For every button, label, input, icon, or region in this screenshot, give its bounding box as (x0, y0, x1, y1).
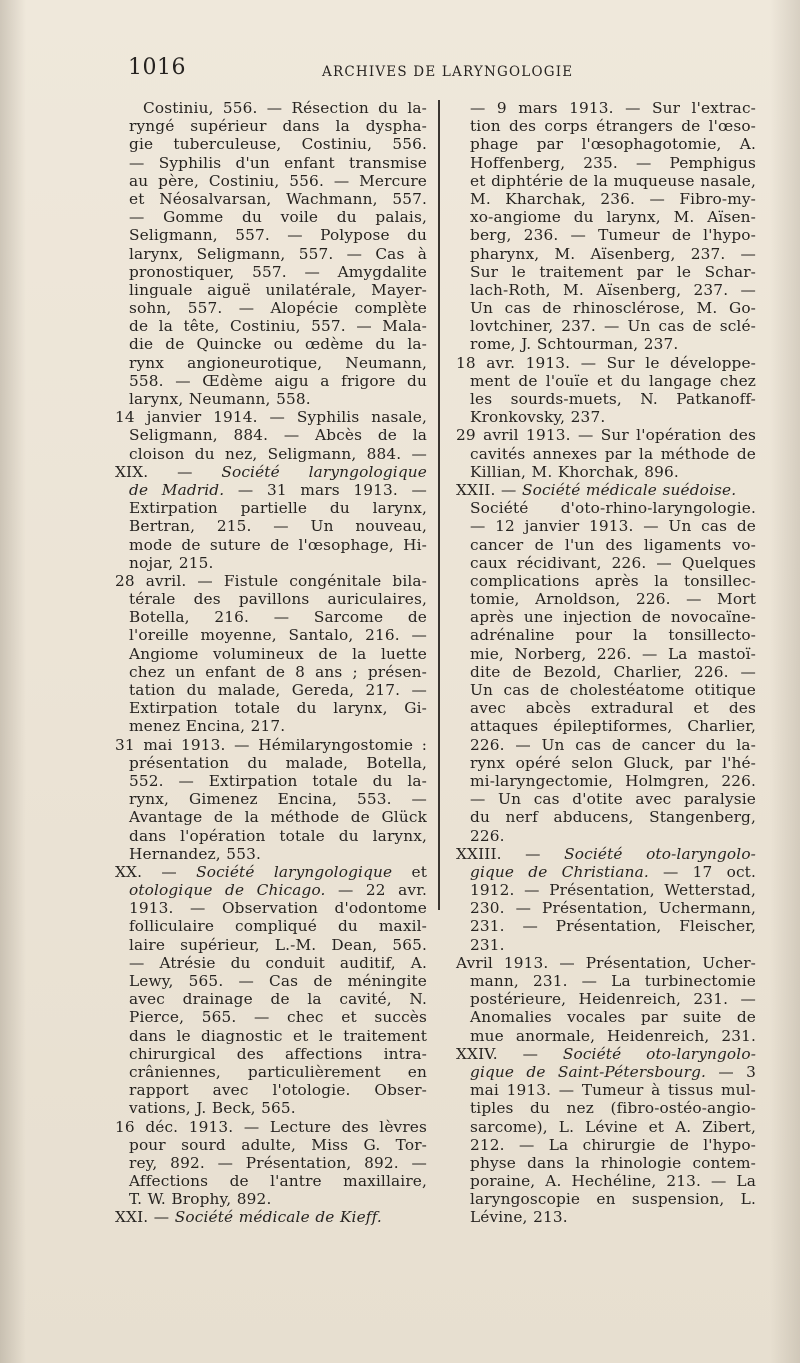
index-line: — Gomme du voile du palais, (129, 208, 427, 227)
index-line: adrénaline pour la tonsillecto- (470, 626, 756, 645)
index-line: cavités annexes par la méthode de (470, 444, 756, 463)
index-line: lach-Roth, M. Aïsenberg, 237. — (470, 280, 756, 299)
index-line: gique de Saint-Pétersbourg. — 3 (470, 1062, 756, 1081)
page-gutter-shadow (0, 0, 26, 1363)
index-line: l'oreille moyenne, Santalo, 216. — (129, 626, 427, 645)
index-line: die de Quincke ou œdème du la- (129, 335, 427, 354)
index-line: linguale aiguë unilatérale, Mayer- (129, 280, 427, 299)
index-line: rynx opéré selon Gluck, par l'hé- (470, 753, 756, 772)
index-line: et Néosalvarsan, Wachmann, 557. (129, 189, 427, 208)
index-line: Pierce, 565. — chec et succès (129, 1008, 427, 1027)
index-line: Costiniu, 556. — Résection du la- (143, 99, 427, 117)
index-line: Kronkovsky, 237. (470, 408, 606, 427)
index-line: postérieure, Heidenreich, 231. — (470, 990, 756, 1009)
index-line: pronostiquer, 557. — Amygdalite (129, 262, 427, 281)
index-line: les sourds-muets, N. Patkanoff- (470, 390, 756, 408)
index-line: Un cas de rhinosclérose, M. Go- (470, 299, 756, 318)
index-line: rynx, Gimenez Encina, 553. — (129, 790, 427, 809)
index-line: caux récidivant, 226. — Quelques (470, 553, 756, 572)
index-line: cancer de l'un des ligaments vo- (470, 535, 756, 554)
index-line: phage par l'œsophagotomie, A. (470, 135, 756, 154)
index-line: Hernandez, 553. (129, 844, 261, 863)
index-line: chez un enfant de 8 ans ; présen- (129, 662, 427, 681)
index-line: dans l'opération totale du larynx, (129, 826, 427, 845)
index-line: 1912. — Présentation, Wetterstad, (470, 881, 756, 900)
index-line: XXI. — Société médicale de Kieff. (115, 1208, 382, 1227)
index-line: 28 avril. — Fistule congénitale bila- (115, 571, 427, 590)
index-line: Extirpation partielle du larynx, (129, 499, 427, 518)
index-line: Hoffenberg, 235. — Pemphigus (470, 153, 756, 172)
running-head: ARCHIVES DE LARYNGOLOGIE (322, 64, 574, 80)
index-line: vations, J. Beck, 565. (129, 1099, 296, 1118)
index-line: gie tuberculeuse, Costiniu, 556. (129, 135, 427, 154)
index-line: Société d'oto-rhino-laryngologie. (470, 499, 756, 518)
index-line: dite de Bezold, Charlier, 226. — (470, 662, 756, 681)
index-line: XXII. — Société médicale suédoise. (456, 480, 737, 499)
index-line: Avantage de la méthode de Glück (129, 808, 427, 827)
index-line: Lévine, 213. (470, 1208, 568, 1227)
index-line: 16 déc. 1913. — Lecture des lèvres (115, 1117, 427, 1136)
index-line: XIX. — Société laryngologique (115, 462, 427, 481)
index-line: 230. — Présentation, Uchermann, (470, 899, 756, 918)
index-line: menez Encina, 217. (129, 717, 286, 736)
index-line: chirurgical des affections intra- (129, 1044, 427, 1063)
index-line: 231. — Présentation, Fleischer, (470, 917, 756, 936)
index-line: rey, 892. — Présentation, 892. — (129, 1153, 427, 1172)
index-line: poraine, A. Hechéline, 213. — La (470, 1172, 756, 1191)
index-line: rapport avec l'otologie. Obser- (129, 1081, 427, 1100)
index-line: 226. — Un cas de cancer du la- (470, 735, 756, 754)
index-line: pour sourd adulte, Miss G. Tor- (129, 1135, 427, 1154)
page-edge-shadow (770, 0, 800, 1363)
index-line: — 9 mars 1913. — Sur l'extrac- (470, 99, 756, 117)
index-line: mode de suture de l'œsophage, Hi- (129, 535, 427, 554)
index-line: mie, Norberg, 226. — La mastoï- (470, 644, 756, 663)
index-line: folliculaire compliqué du maxil- (129, 917, 427, 936)
index-line: Angiome volumineux de la luette (129, 644, 427, 663)
index-line: Anomalies vocales par suite de (470, 1008, 756, 1027)
index-line: XXIV. — Société oto-laryngolo- (456, 1044, 757, 1063)
index-line: 31 mai 1913. — Hémilaryngostomie : (115, 735, 427, 754)
index-line: complications après la tonsillec- (470, 571, 756, 590)
index-line: Avril 1913. — Présentation, Ucher- (456, 953, 756, 972)
index-line: tation du malade, Gereda, 217. — (129, 681, 427, 699)
index-line: M. Kharchak, 236. — Fibro-my- (470, 189, 756, 208)
index-line: crâniennes, particulièrement en (129, 1062, 427, 1081)
index-line: de la tête, Costiniu, 557. — Mala- (129, 317, 427, 336)
index-line: Seligmann, 557. — Polypose du (129, 226, 427, 245)
index-line: tomie, Arnoldson, 226. — Mort (470, 590, 756, 609)
index-line: — Atrésie du conduit auditif, A. (129, 953, 427, 972)
index-line: avec drainage de la cavité, N. (129, 990, 427, 1009)
index-line: — Un cas d'otite avec paralysie (470, 790, 756, 809)
column-divider (438, 100, 440, 910)
index-line: mue anormale, Heidenreich, 231. (470, 1026, 756, 1045)
index-line: gique de Christiana. — 17 oct. (470, 862, 756, 881)
index-line: xo-angiome du larynx, M. Aïsen- (470, 208, 756, 227)
index-line: Botella, 216. — Sarcome de (129, 608, 427, 627)
index-line: ryngé supérieur dans la dyspha- (129, 117, 427, 136)
index-line: — Syphilis d'un enfant transmise (129, 153, 427, 172)
index-line: 212. — La chirurgie de l'hypo- (470, 1135, 756, 1154)
index-column-left (115, 99, 427, 1227)
index-line: tion des corps étrangers de l'œso- (470, 117, 756, 136)
index-line: présentation du malade, Botella, (129, 753, 427, 772)
index-line: 29 avril 1913. — Sur l'opération des (456, 426, 756, 445)
index-line: laire supérieur, L.-M. Dean, 565. (129, 935, 427, 954)
index-line: sohn, 557. — Alopécie complète (129, 299, 427, 318)
index-line: ment de l'ouïe et du langage chez (470, 371, 756, 390)
index-line: Killian, M. Khorchak, 896. (470, 462, 679, 481)
index-line: larynx, Neumann, 558. (129, 390, 311, 408)
index-line: berg, 236. — Tumeur de l'hypo- (470, 226, 756, 245)
index-line: mann, 231. — La turbinectomie (470, 972, 756, 990)
index-line: Sur le traitement par le Schar- (470, 262, 756, 281)
index-line: dans le diagnostic et le traitement (129, 1026, 427, 1045)
index-line: attaques épileptiformes, Charlier, (470, 717, 756, 736)
index-line: otologique de Chicago. — 22 avr. (129, 881, 427, 900)
index-line: de Madrid. — 31 mars 1913. — (129, 480, 427, 499)
index-line: et diphtérie de la muqueuse nasale, (470, 171, 756, 190)
index-line: 18 avr. 1913. — Sur le développe- (456, 353, 756, 372)
index-line: 226. (470, 826, 505, 845)
index-line: nojar, 215. (129, 553, 214, 572)
index-line: 1913. — Observation d'odontome (129, 899, 427, 918)
index-line: pharynx, M. Aïsenberg, 237. — (470, 244, 756, 263)
index-line: rome, J. Schtourman, 237. (470, 335, 679, 354)
index-line: avec abcès extradural et des (470, 699, 756, 718)
index-line: Extirpation totale du larynx, Gi- (129, 699, 427, 718)
index-line: tiples du nez (fibro-ostéo-angio- (470, 1099, 756, 1118)
index-line: Lewy, 565. — Cas de méningite (129, 972, 427, 990)
index-line: 231. (470, 935, 505, 954)
index-line: — 12 janvier 1913. — Un cas de (470, 517, 756, 536)
index-line: physe dans la rhinologie contem- (470, 1153, 756, 1172)
index-line: mai 1913. — Tumeur à tissus mul- (470, 1081, 756, 1100)
index-line: larynx, Seligmann, 557. — Cas à (129, 244, 427, 263)
index-line: Bertran, 215. — Un nouveau, (129, 517, 427, 536)
index-line: laryngoscopie en suspension, L. (470, 1190, 756, 1209)
index-line: Seligmann, 884. — Abcès de la (129, 426, 427, 445)
index-line: Un cas de cholestéatome otitique (470, 681, 756, 699)
index-line: térale des pavillons auriculaires, (129, 590, 427, 609)
index-line: T. W. Brophy, 892. (129, 1190, 272, 1209)
index-line: mi-laryngectomie, Holmgren, 226. (470, 771, 756, 790)
index-line: sarcome), L. Lévine et A. Zibert, (470, 1117, 756, 1136)
index-column-right (456, 99, 756, 1227)
index-line: Affections de l'antre maxillaire, (129, 1172, 427, 1191)
index-line: 14 janvier 1914. — Syphilis nasale, (115, 408, 427, 427)
index-line: du nerf abducens, Stangenberg, (470, 808, 756, 827)
index-line: XX. — Société laryngologique et (115, 862, 427, 881)
index-line: lovtchiner, 237. — Un cas de sclé- (470, 317, 756, 336)
index-line: après une injection de novocaïne- (470, 608, 756, 627)
index-line: au père, Costiniu, 556. — Mercure (129, 171, 427, 190)
page-number: 1016 (128, 55, 186, 80)
index-line: rynx angioneurotique, Neumann, (129, 353, 427, 372)
index-line: XXIII. — Société oto-laryngolo- (456, 844, 756, 863)
index-line: cloison du nez, Seligmann, 884. — (129, 444, 427, 463)
index-line: 558. — Œdème aigu a frigore du (129, 371, 427, 390)
index-line: 552. — Extirpation totale du la- (129, 771, 427, 790)
